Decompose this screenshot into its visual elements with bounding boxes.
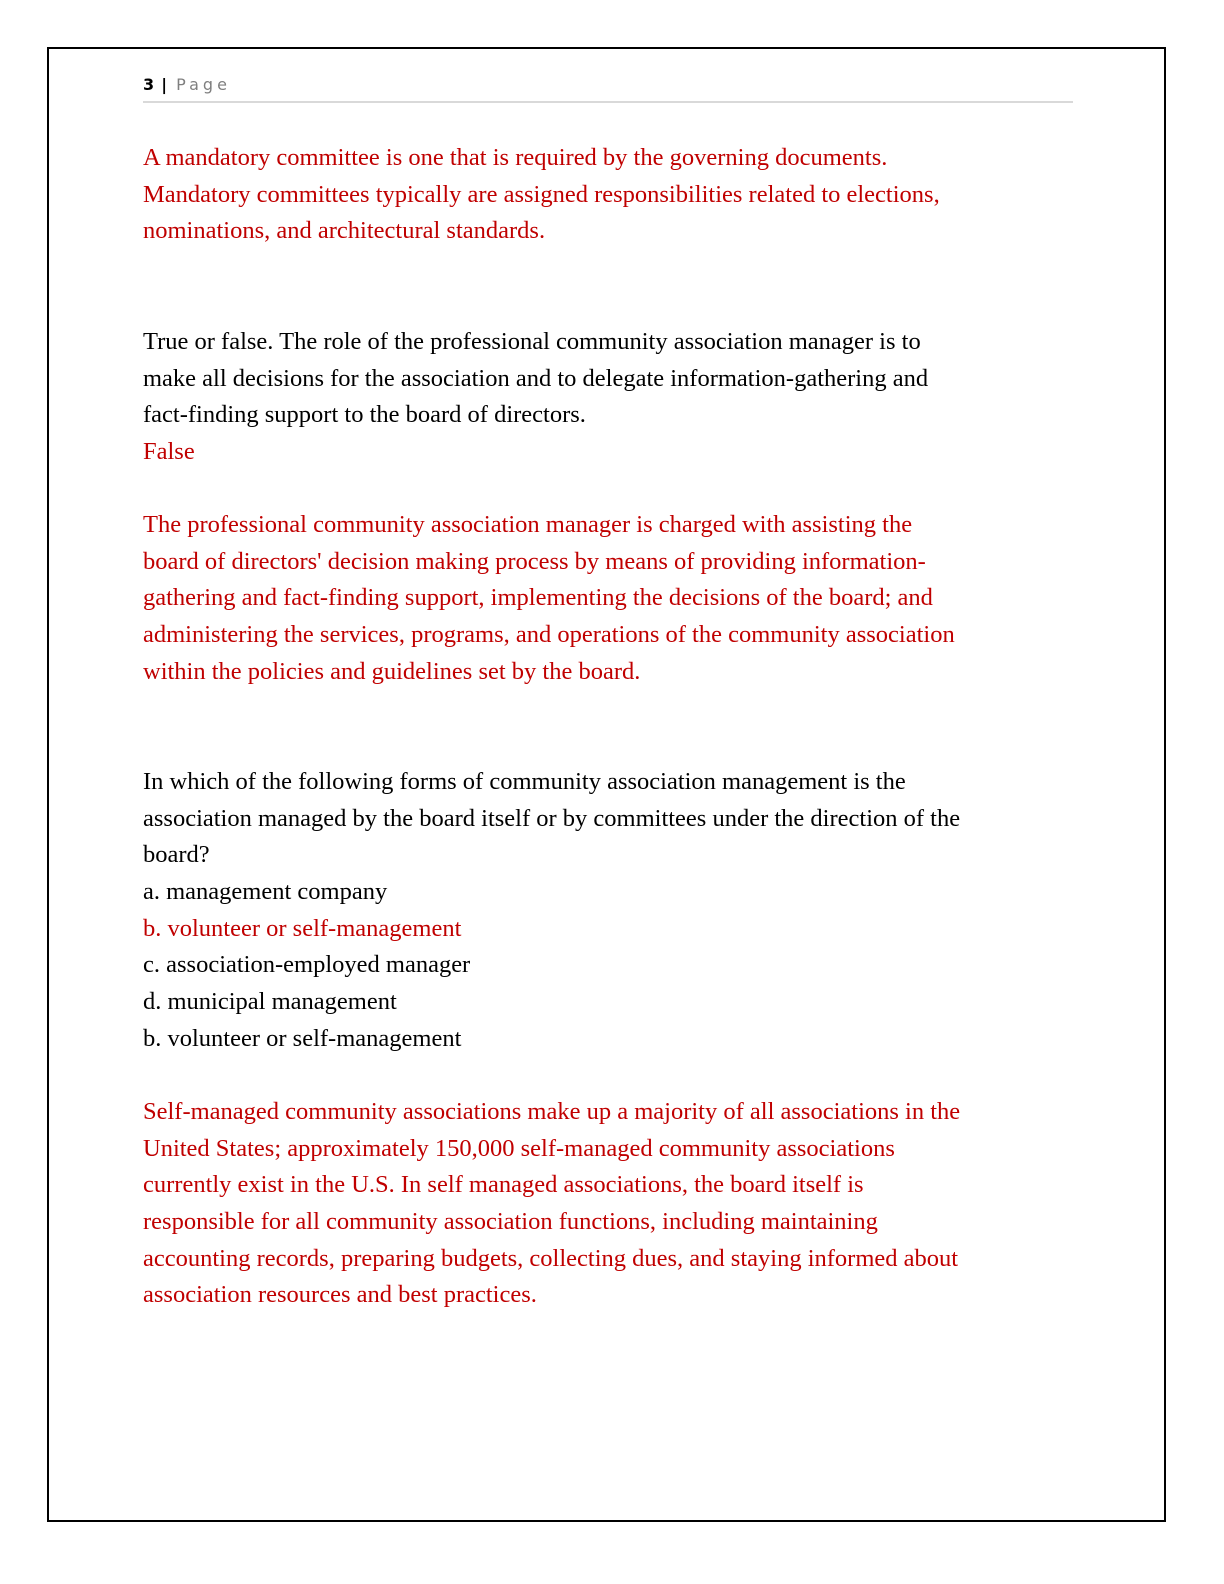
question-line: association managed by the board itself or by committees under the direction of the — [143, 804, 961, 832]
explanation-line: responsible for all community association functions, including maintaining — [143, 1208, 878, 1236]
explanation-line: United States; approximately 150,000 self-managed community associations — [143, 1134, 895, 1162]
explanation-line: board of directors' decision making process by means of providing information- — [143, 547, 926, 575]
page-number: 3 — [143, 75, 155, 94]
answer: False — [143, 438, 195, 466]
explanation-line: The professional community association manager is charged with assisting the — [143, 511, 913, 538]
page-header — [143, 73, 1073, 103]
question-line: board? — [143, 841, 210, 869]
explanation-line: within the policies and guidelines set by the board. — [143, 657, 641, 685]
text-line: nominations, and architectural standards. — [143, 217, 546, 245]
text-line: Mandatory committees typically are assigned responsibilities related to elections, — [143, 180, 940, 208]
question-2 — [143, 324, 1083, 471]
question-line: make all decisions for the association and to delegate information-gathering and — [143, 364, 929, 392]
question-3-explanation — [143, 1094, 1083, 1314]
text-line: A mandatory committee is one that is required by the governing documents. — [143, 144, 888, 171]
header-separator: | — [161, 75, 168, 94]
option-a: a. management company — [143, 878, 388, 906]
explanation-line: accounting records, preparing budgets, collecting dues, and staying informed about — [143, 1244, 959, 1272]
option-b-correct: b. volunteer or self-management — [143, 914, 462, 942]
explanation-line: administering the services, programs, and operations of the community association — [143, 621, 955, 649]
option-d: d. municipal management — [143, 988, 397, 1016]
question-2-explanation — [143, 507, 1083, 690]
question-line: True or false. The role of the professional community association manager is to — [143, 328, 921, 355]
explanation-line: association resources and best practices. — [143, 1281, 537, 1309]
question-3 — [143, 764, 1083, 1058]
question-line: fact-finding support to the board of directors. — [143, 401, 586, 429]
answer: b. volunteer or self-management — [143, 1024, 462, 1052]
explanation-line: Self-managed community associations make up a majority of all associations in the — [143, 1098, 961, 1125]
explanation-line: gathering and fact-finding support, implementing the decisions of the board; and — [143, 584, 933, 612]
page-label: Page — [176, 75, 231, 94]
mandatory-committee-note — [143, 140, 1083, 250]
question-line: In which of the following forms of community association management is the — [143, 768, 906, 795]
option-c: c. association-employed manager — [143, 951, 471, 979]
explanation-line: currently exist in the U.S. In self managed associations, the board itself is — [143, 1171, 864, 1199]
